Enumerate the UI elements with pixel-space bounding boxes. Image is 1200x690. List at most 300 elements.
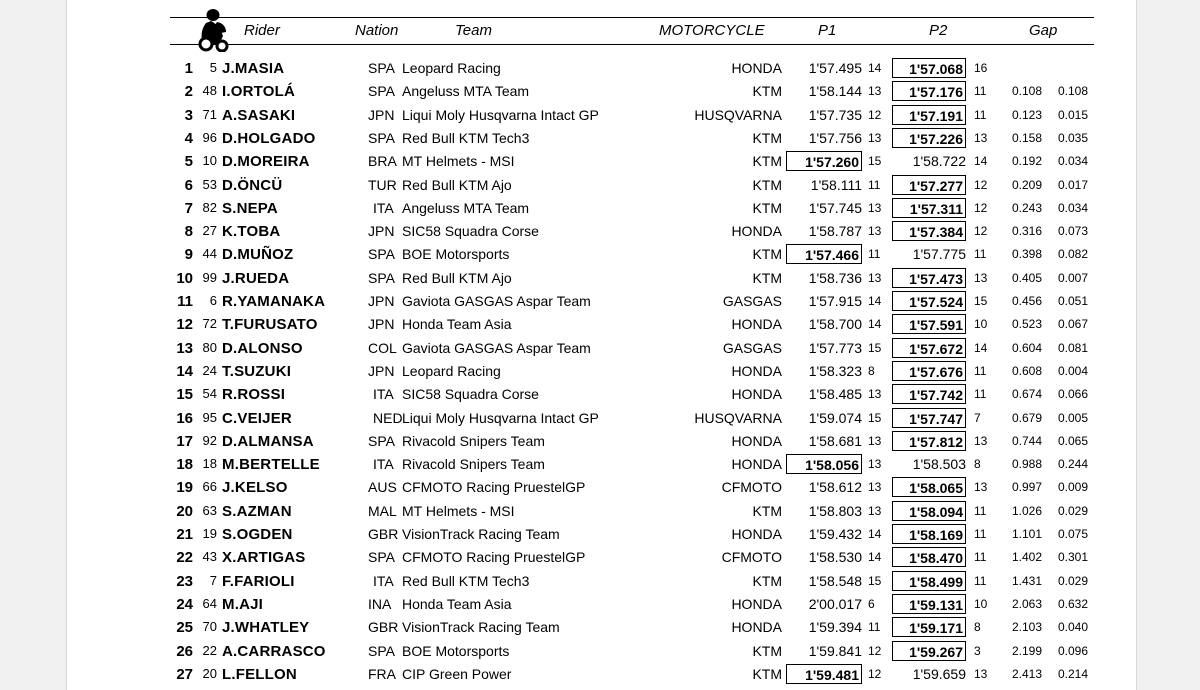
- rider-name: A.CARRASCO: [222, 642, 326, 660]
- gap-to-previous: 0.244: [1057, 457, 1088, 472]
- rider-nation: INA: [368, 595, 392, 612]
- gap-to-first: 2.103: [1011, 620, 1042, 635]
- p2-time: 1'57.524: [892, 291, 966, 311]
- table-row: [0, 407, 1200, 430]
- p1-lap: 13: [868, 387, 882, 402]
- table-row: [0, 337, 1200, 360]
- rider-position: 6: [184, 176, 193, 194]
- gap-to-first: 1.402: [1011, 550, 1042, 565]
- rider-number: 22: [202, 642, 217, 658]
- rider-number: 43: [202, 549, 217, 565]
- gap-to-previous: 0.082: [1057, 247, 1088, 262]
- p2-lap: 7: [974, 410, 981, 425]
- p2-time: 1'58.169: [892, 524, 966, 544]
- rider-name: T.SUZUKI: [222, 362, 292, 380]
- rider-position: 22: [176, 549, 193, 567]
- rider-team: Angeluss MTA Team: [402, 199, 530, 216]
- rider-nation: JPN: [368, 362, 395, 379]
- p1-lap: 6: [868, 596, 875, 611]
- p1-lap: 13: [868, 84, 882, 99]
- p1-lap: 14: [868, 294, 882, 308]
- p2-lap: 12: [974, 177, 988, 192]
- rider-position: 11: [177, 293, 193, 310]
- gap-to-first: 2.063: [1011, 596, 1042, 611]
- p1-lap: 13: [868, 224, 882, 239]
- rider-position: 5: [184, 153, 193, 171]
- p2-time: 1'57.742: [892, 384, 966, 404]
- rider-name: D.ÖNCÜ: [222, 176, 283, 194]
- gap-to-first: 0.192: [1011, 154, 1042, 169]
- rider-motorcycle: HONDA: [731, 223, 782, 240]
- p2-time: 1'57.226: [892, 128, 966, 148]
- rider-nation: SPA: [368, 129, 395, 146]
- p1-lap: 13: [868, 480, 882, 495]
- gap-to-first: 0.398: [1011, 247, 1042, 262]
- rider-nation: SPA: [368, 269, 395, 286]
- p1-lap: 11: [868, 620, 881, 635]
- rider-team: Honda Team Asia: [402, 595, 512, 612]
- p2-lap: 15: [974, 294, 988, 308]
- p2-lap: 11: [974, 527, 987, 541]
- rider-name: D.MOREIRA: [222, 153, 310, 171]
- rider-name: D.HOLGADO: [222, 129, 316, 147]
- rider-team: Liqui Moly Husqvarna Intact GP: [402, 409, 599, 426]
- p1-time: 1'57.735: [808, 106, 862, 123]
- rider-number: 71: [202, 106, 217, 122]
- p1-time: 1'58.803: [808, 502, 862, 519]
- rider-motorcycle: HONDA: [731, 386, 782, 403]
- rider-team: Gaviota GASGAS Aspar Team: [402, 339, 591, 356]
- gap-to-previous: 0.004: [1057, 363, 1088, 378]
- p2-time: 1'58.503: [912, 456, 966, 473]
- table-row: [0, 150, 1200, 173]
- gap-to-first: 0.997: [1011, 480, 1042, 495]
- rider-name: D.ALONSO: [222, 339, 303, 357]
- gap-to-previous: 0.034: [1057, 200, 1088, 215]
- gap-to-previous: 0.067: [1057, 317, 1088, 332]
- gap-to-first: 2.413: [1011, 666, 1042, 681]
- p2-lap: 11: [974, 247, 987, 262]
- motorcycle-rider-icon: [193, 6, 243, 52]
- table-row: [0, 174, 1200, 197]
- table-row: [0, 663, 1200, 686]
- p1-time: 1'58.612: [808, 479, 862, 496]
- header-rider: Rider: [244, 22, 280, 39]
- rider-position: 23: [176, 572, 193, 590]
- rider-motorcycle: GASGAS: [722, 293, 782, 309]
- rider-nation: COL: [368, 339, 397, 356]
- p1-lap: 13: [868, 200, 882, 215]
- rider-position: 20: [176, 502, 193, 520]
- p2-time: 1'58.722: [912, 153, 966, 170]
- rider-number: 72: [202, 316, 217, 332]
- rider-motorcycle: KTM: [752, 572, 782, 589]
- rider-nation: SPA: [368, 642, 395, 659]
- table-row: [0, 593, 1200, 616]
- p1-lap: 12: [868, 107, 882, 122]
- p1-time: 1'58.144: [808, 83, 862, 100]
- rider-position: 4: [184, 129, 193, 147]
- table-row: [0, 267, 1200, 290]
- gap-to-previous: 0.007: [1057, 270, 1088, 285]
- rider-position: 9: [184, 246, 193, 264]
- gap-to-first: 1.026: [1011, 503, 1042, 518]
- header-nation: Nation: [355, 22, 399, 39]
- rider-motorcycle: KTM: [752, 665, 782, 682]
- rider-position: 7: [184, 199, 193, 217]
- rider-team: Leopard Racing: [402, 362, 501, 379]
- p1-lap: 14: [868, 550, 882, 565]
- gap-to-first: 0.674: [1011, 387, 1042, 402]
- p2-lap: 11: [974, 550, 987, 565]
- rider-motorcycle: HONDA: [731, 456, 782, 473]
- rider-name: F.FARIOLI: [222, 572, 295, 590]
- rider-nation: ITA: [373, 456, 394, 473]
- rider-position: 13: [176, 339, 193, 357]
- rider-name: S.AZMAN: [222, 502, 292, 520]
- p1-time: 1'58.485: [808, 386, 862, 403]
- p1-time: 2'00.017: [808, 595, 862, 612]
- rider-name: J.WHATLEY: [222, 619, 310, 637]
- rider-motorcycle: KTM: [752, 129, 782, 146]
- p1-time: 1'58.681: [808, 432, 862, 449]
- p2-time: 1'58.094: [892, 501, 966, 521]
- gap-to-first: 0.604: [1011, 340, 1042, 355]
- gap-to-previous: 0.065: [1057, 433, 1088, 448]
- p2-time: 1'57.311: [892, 198, 966, 218]
- rider-position: 3: [184, 106, 193, 124]
- p2-lap: 10: [974, 596, 988, 611]
- gap-to-previous: 0.015: [1057, 107, 1088, 122]
- gap-to-previous: 0.009: [1057, 480, 1088, 495]
- rider-team: VisionTrack Racing Team: [402, 526, 560, 542]
- rider-number: 96: [202, 129, 217, 145]
- header-bottom-rule: [170, 44, 1094, 45]
- rider-team: BOE Motorsports: [402, 642, 510, 659]
- p1-lap: 15: [868, 340, 882, 355]
- gap-to-previous: 0.066: [1057, 387, 1088, 402]
- gap-to-previous: 0.051: [1057, 294, 1088, 308]
- p1-time: 1'58.787: [808, 223, 862, 240]
- rider-number: 64: [202, 595, 217, 611]
- rider-number: 99: [202, 269, 217, 285]
- rider-team: Red Bull KTM Ajo: [402, 176, 512, 193]
- rider-motorcycle: HONDA: [731, 362, 782, 379]
- rider-number: 20: [202, 665, 217, 681]
- table-row: [0, 290, 1200, 313]
- rider-nation: SPA: [368, 60, 395, 76]
- rider-name: C.VEIJER: [222, 409, 292, 427]
- rider-number: 63: [202, 502, 217, 518]
- gap-to-first: 0.108: [1011, 84, 1042, 99]
- rider-team: MT Helmets - MSI: [402, 502, 515, 519]
- table-row: [0, 616, 1200, 639]
- p1-lap: 8: [868, 363, 875, 378]
- gap-to-previous: 0.073: [1057, 224, 1088, 239]
- rider-name: D.ALMANSA: [222, 432, 314, 450]
- rider-motorcycle: HONDA: [731, 60, 782, 76]
- rider-nation: ITA: [373, 199, 394, 216]
- rider-position: 27: [176, 665, 193, 683]
- p2-lap: 13: [974, 480, 988, 495]
- rider-nation: TUR: [368, 176, 397, 193]
- gap-to-first: 1.101: [1011, 527, 1042, 541]
- rider-team: CFMOTO Racing PruestelGP: [402, 479, 586, 496]
- header-gap: Gap: [1029, 22, 1058, 39]
- rider-team: Red Bull KTM Tech3: [402, 572, 530, 589]
- rider-nation: JPN: [368, 223, 395, 240]
- rider-number: 5: [209, 60, 217, 75]
- rider-number: 27: [202, 223, 217, 239]
- rider-number: 82: [202, 199, 217, 215]
- rider-motorcycle: KTM: [752, 153, 782, 170]
- rider-nation: AUS: [368, 479, 397, 496]
- gap-to-first: 0.123: [1011, 107, 1042, 122]
- p2-lap: 11: [974, 387, 987, 402]
- rider-position: 24: [176, 595, 193, 613]
- p2-time: 1'57.747: [892, 408, 966, 428]
- p1-time: 1'59.394: [808, 619, 862, 636]
- gap-to-previous: 0.005: [1057, 410, 1088, 425]
- p2-lap: 11: [974, 573, 987, 588]
- p1-time: 1'58.323: [808, 362, 862, 379]
- gap-to-first: 0.209: [1011, 177, 1042, 192]
- table-row: [0, 220, 1200, 243]
- gap-to-first: 0.679: [1011, 410, 1042, 425]
- rider-number: 19: [202, 526, 217, 541]
- rider-number: 66: [202, 479, 217, 495]
- rider-position: 26: [176, 642, 193, 660]
- rider-motorcycle: KTM: [752, 269, 782, 286]
- p2-lap: 13: [974, 666, 988, 681]
- gap-to-first: 0.316: [1011, 224, 1042, 239]
- p1-lap: 13: [868, 130, 882, 145]
- p2-lap: 11: [974, 84, 987, 99]
- p2-lap: 12: [974, 200, 988, 215]
- rider-nation: JPN: [368, 106, 395, 123]
- p2-lap: 8: [974, 457, 981, 472]
- p2-lap: 14: [974, 340, 988, 355]
- rider-name: S.NEPA: [222, 199, 278, 217]
- rider-name: R.ROSSI: [222, 386, 286, 404]
- rider-position: 10: [176, 269, 193, 287]
- p2-time: 1'59.171: [892, 617, 966, 637]
- gap-to-previous: 0.214: [1057, 666, 1088, 681]
- rider-position: 1: [184, 60, 193, 77]
- p1-lap: 12: [868, 666, 882, 681]
- p2-time: 1'57.277: [892, 175, 966, 195]
- gap-to-previous: 0.075: [1057, 527, 1088, 541]
- rider-number: 95: [202, 409, 217, 425]
- p1-time: 1'59.841: [808, 642, 862, 659]
- p2-lap: 11: [974, 107, 987, 122]
- rider-name: M.AJI: [222, 595, 264, 613]
- p2-time: 1'57.775: [912, 246, 966, 263]
- gap-to-first: 0.523: [1011, 317, 1042, 332]
- rider-number: 44: [202, 246, 217, 262]
- gap-to-previous: 0.081: [1057, 340, 1088, 355]
- header-p1: P1: [818, 22, 837, 39]
- p2-time: 1'57.812: [892, 431, 966, 451]
- table-row: [0, 640, 1200, 663]
- rider-team: Red Bull KTM Ajo: [402, 269, 512, 286]
- p2-time: 1'57.672: [892, 338, 966, 358]
- p1-time: 1'58.736: [808, 269, 862, 286]
- rider-position: 19: [176, 479, 193, 497]
- rider-position: 14: [176, 362, 193, 380]
- gap-to-first: 0.988: [1011, 457, 1042, 472]
- rider-team: SIC58 Squadra Corse: [402, 386, 539, 403]
- p2-time: 1'57.176: [892, 81, 966, 101]
- p1-time: 1'58.548: [808, 572, 862, 589]
- rider-number: 54: [202, 386, 217, 402]
- p1-lap: 14: [868, 527, 882, 541]
- rider-nation: SPA: [368, 246, 395, 263]
- table-row: [0, 104, 1200, 127]
- gap-to-previous: 0.029: [1057, 573, 1088, 588]
- p1-time: 1'59.074: [808, 409, 862, 426]
- p1-lap: 13: [868, 433, 882, 448]
- p1-lap: 15: [868, 410, 882, 425]
- p2-time: 1'58.499: [892, 571, 966, 591]
- rider-name: X.ARTIGAS: [222, 549, 306, 567]
- rider-nation: JPN: [368, 293, 395, 309]
- p2-lap: 11: [974, 363, 987, 378]
- gap-to-first: 0.608: [1011, 363, 1042, 378]
- rider-team: CFMOTO Racing PruestelGP: [402, 549, 586, 566]
- p2-lap: 13: [974, 130, 988, 145]
- rider-nation: NED: [373, 409, 403, 426]
- p1-time: 1'58.700: [808, 316, 862, 333]
- rider-position: 25: [176, 619, 193, 637]
- table-row: [0, 57, 1200, 80]
- p2-time: 1'57.384: [892, 221, 966, 241]
- p2-time: 1'58.065: [892, 477, 966, 497]
- p1-time: 1'57.495: [808, 60, 862, 76]
- gap-to-first: 0.744: [1011, 433, 1042, 448]
- p1-lap: 13: [868, 503, 882, 518]
- rider-motorcycle: KTM: [752, 246, 782, 263]
- table-row: [0, 360, 1200, 383]
- rider-motorcycle: HONDA: [731, 595, 782, 612]
- rider-motorcycle: HUSQVARNA: [694, 409, 782, 426]
- rider-motorcycle: KTM: [752, 83, 782, 100]
- rider-team: Honda Team Asia: [402, 316, 512, 333]
- rider-team: Liqui Moly Husqvarna Intact GP: [402, 106, 599, 123]
- rider-motorcycle: HONDA: [731, 619, 782, 636]
- table-row: [0, 197, 1200, 220]
- table-row: [0, 570, 1200, 593]
- rider-name: I.ORTOLÁ: [222, 83, 295, 101]
- rider-motorcycle: KTM: [752, 502, 782, 519]
- rider-motorcycle: GASGAS: [722, 339, 782, 356]
- rider-motorcycle: CFMOTO: [721, 549, 782, 566]
- rider-team: Leopard Racing: [402, 60, 501, 76]
- p1-lap: 11: [868, 177, 881, 192]
- rider-position: 21: [176, 526, 193, 543]
- rider-nation: BRA: [368, 153, 397, 170]
- p2-lap: 11: [974, 503, 987, 518]
- rider-nation: ITA: [373, 386, 394, 403]
- p2-lap: 8: [974, 620, 981, 635]
- p2-lap: 16: [974, 61, 988, 75]
- p1-time: 1'58.111: [810, 176, 862, 193]
- header-top-rule: [170, 17, 1094, 18]
- rider-number: 80: [202, 339, 217, 355]
- table-row: [0, 430, 1200, 453]
- p2-time: 1'59.131: [892, 594, 966, 614]
- rider-number: 10: [202, 153, 217, 169]
- rider-number: 6: [209, 293, 217, 308]
- gap-to-previous: 0.040: [1057, 620, 1088, 635]
- p1-lap: 12: [868, 643, 882, 658]
- rider-name: M.BERTELLE: [222, 456, 320, 474]
- rider-position: 16: [176, 409, 193, 427]
- gap-to-first: 0.158: [1011, 130, 1042, 145]
- table-row: [0, 383, 1200, 406]
- rider-team: SIC58 Squadra Corse: [402, 223, 539, 240]
- rider-team: Red Bull KTM Tech3: [402, 129, 530, 146]
- p2-lap: 13: [974, 433, 988, 448]
- rider-motorcycle: HONDA: [731, 432, 782, 449]
- rider-number: 53: [202, 176, 217, 192]
- p1-time: 1'57.756: [808, 129, 862, 146]
- rider-position: 18: [176, 456, 193, 474]
- gap-to-previous: 0.029: [1057, 503, 1088, 518]
- rider-number: 70: [202, 619, 217, 635]
- rider-motorcycle: KTM: [752, 642, 782, 659]
- rider-number: 18: [202, 456, 217, 472]
- header-team: Team: [455, 22, 492, 39]
- p1-time: 1'58.530: [808, 549, 862, 566]
- rider-position: 17: [176, 432, 193, 450]
- p1-time: 1'59.481: [786, 664, 862, 684]
- p1-time: 1'57.466: [786, 244, 862, 264]
- rider-nation: SPA: [368, 83, 395, 100]
- rider-position: 8: [184, 223, 193, 241]
- p1-time: 1'59.432: [808, 526, 862, 542]
- p1-lap: 13: [868, 457, 882, 472]
- rider-name: J.RUEDA: [222, 269, 290, 287]
- table-row: [0, 476, 1200, 499]
- gap-to-previous: 0.096: [1057, 643, 1088, 658]
- rider-number: 48: [202, 83, 217, 99]
- rider-team: Rivacold Snipers Team: [402, 456, 545, 473]
- p2-lap: 13: [974, 270, 988, 285]
- rider-name: A.SASAKI: [222, 106, 296, 124]
- rider-team: BOE Motorsports: [402, 246, 510, 263]
- p2-time: 1'57.473: [892, 268, 966, 288]
- rider-nation: ITA: [373, 572, 394, 589]
- rider-motorcycle: CFMOTO: [721, 479, 782, 496]
- p1-time: 1'58.056: [786, 454, 862, 474]
- rider-motorcycle: HONDA: [731, 526, 782, 542]
- rider-name: S.OGDEN: [222, 526, 293, 543]
- rider-team: Gaviota GASGAS Aspar Team: [402, 293, 591, 309]
- rider-motorcycle: KTM: [752, 176, 782, 193]
- rider-nation: JPN: [368, 316, 395, 333]
- rider-name: R.YAMANAKA: [222, 293, 326, 310]
- rider-motorcycle: HUSQVARNA: [694, 106, 782, 123]
- p2-lap: 3: [974, 643, 981, 658]
- rider-team: MT Helmets - MSI: [402, 153, 515, 170]
- table-row: [0, 80, 1200, 103]
- p1-time: 1'57.745: [808, 199, 862, 216]
- p2-lap: 10: [974, 317, 988, 332]
- table-row: [0, 243, 1200, 266]
- rider-position: 2: [184, 83, 193, 101]
- rider-team: CIP Green Power: [402, 665, 512, 682]
